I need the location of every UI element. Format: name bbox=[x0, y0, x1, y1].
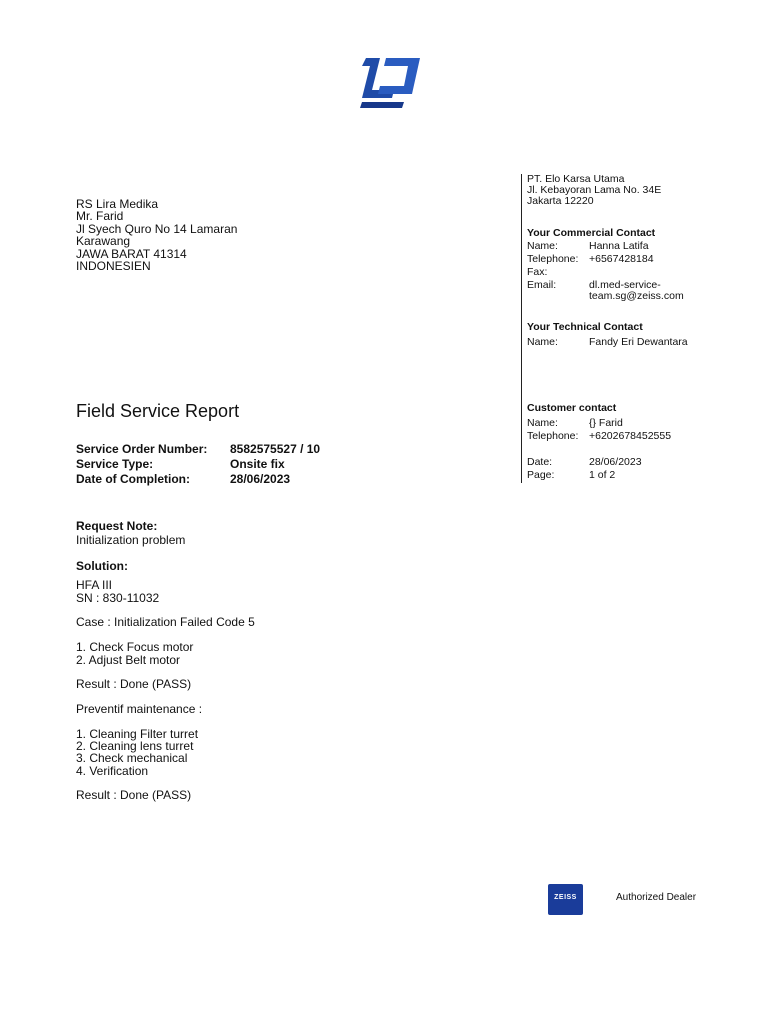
commercial-contact-email-line1[interactable]: dl.med-service- bbox=[589, 279, 661, 291]
customer-contact-name-row bbox=[527, 417, 707, 430]
solution-line: 4. Verification bbox=[76, 764, 149, 778]
solution-line: Result : Done (PASS) bbox=[76, 788, 192, 802]
solution-heading: Solution: bbox=[76, 559, 128, 573]
document-date-row bbox=[527, 456, 707, 469]
solution-line: SN : 830-11032 bbox=[76, 591, 160, 605]
name-label: Name: bbox=[527, 336, 558, 348]
telephone-label: Telephone: bbox=[527, 253, 579, 265]
recipient-line: Karawang bbox=[76, 234, 131, 249]
solution-line: Result : Done (PASS) bbox=[76, 677, 192, 691]
technical-contact-heading: Your Technical Contact bbox=[527, 321, 643, 333]
customer-contact-telephone: +6202678452555 bbox=[589, 430, 672, 442]
completion-date-label: Date of Completion: bbox=[76, 472, 190, 486]
company-line: Jakarta 12220 bbox=[527, 195, 594, 207]
service-order-number: 8582575527 / 10 bbox=[230, 442, 321, 456]
report-title: Field Service Report bbox=[76, 401, 240, 421]
page-label: Page: bbox=[527, 469, 555, 481]
solution-line: Preventif maintenance : bbox=[76, 702, 203, 716]
solution-line: HFA III bbox=[76, 578, 113, 592]
service-order-row bbox=[76, 442, 396, 456]
solution-line: 2. Cleaning lens turret bbox=[76, 739, 194, 753]
email-label: Email: bbox=[527, 279, 557, 291]
customer-contact-tel-row bbox=[527, 430, 707, 443]
request-note-heading: Request Note: bbox=[76, 519, 158, 533]
solution-line: Case : Initialization Failed Code 5 bbox=[76, 615, 255, 629]
customer-contact-name: {} Farid bbox=[589, 417, 623, 429]
solution-line: 3. Check mechanical bbox=[76, 751, 188, 765]
recipient-address bbox=[76, 198, 237, 272]
commercial-contact-telephone: +6567428184 bbox=[589, 253, 654, 265]
service-order-label: Service Order Number: bbox=[76, 442, 208, 456]
commercial-contact-name: Hanna Latifa bbox=[589, 240, 649, 252]
zeiss-logo-text: ZEISS bbox=[554, 894, 577, 901]
company-address bbox=[527, 174, 661, 207]
commercial-contact-email-row bbox=[527, 279, 707, 305]
completion-date-row bbox=[76, 472, 396, 486]
commercial-contact-heading: Your Commercial Contact bbox=[527, 227, 656, 239]
service-type-row bbox=[76, 457, 396, 471]
document-page-row bbox=[527, 469, 707, 482]
recipient-line: Jl Syech Quro No 14 Lamaran bbox=[76, 221, 238, 236]
page-number: 1 of 2 bbox=[589, 469, 616, 481]
commercial-contact-email-line2[interactable]: team.sg@zeiss.com bbox=[589, 290, 684, 302]
recipient-line: RS Lira Medika bbox=[76, 197, 159, 211]
request-note-text: Initialization problem bbox=[76, 533, 186, 547]
commercial-contact-tel-row bbox=[527, 253, 707, 266]
technical-contact-name-row bbox=[527, 336, 707, 349]
recipient-line: JAWA BARAT 41314 bbox=[76, 246, 187, 261]
company-line: Jl. Kebayoran Lama No. 34E bbox=[527, 184, 662, 196]
fax-label: Fax: bbox=[527, 266, 548, 278]
company-line: PT. Elo Karsa Utama bbox=[527, 173, 625, 185]
telephone-label: Telephone: bbox=[527, 430, 579, 442]
customer-contact-heading: Customer contact bbox=[527, 402, 617, 414]
authorized-dealer-label: Authorized Dealer bbox=[616, 892, 697, 903]
solution-line: 1. Cleaning Filter turret bbox=[76, 727, 199, 741]
document-date: 28/06/2023 bbox=[589, 456, 642, 468]
name-label: Name: bbox=[527, 417, 558, 429]
sidebar-divider bbox=[521, 174, 522, 483]
recipient-line: Mr. Farid bbox=[76, 209, 124, 224]
commercial-contact-fax-row bbox=[527, 266, 707, 279]
recipient-line: INDONESIEN bbox=[76, 259, 151, 274]
completion-date: 28/06/2023 bbox=[230, 472, 291, 486]
service-type-label: Service Type: bbox=[76, 457, 154, 471]
service-type: Onsite fix bbox=[230, 457, 285, 471]
technical-contact-name: Fandy Eri Dewantara bbox=[589, 336, 688, 348]
commercial-contact-name-row bbox=[527, 240, 707, 253]
company-logo-icon bbox=[358, 56, 424, 110]
date-label: Date: bbox=[527, 456, 553, 468]
solution-line: 1. Check Focus motor bbox=[76, 640, 194, 654]
solution-line: 2. Adjust Belt motor bbox=[76, 653, 181, 667]
name-label: Name: bbox=[527, 240, 558, 252]
